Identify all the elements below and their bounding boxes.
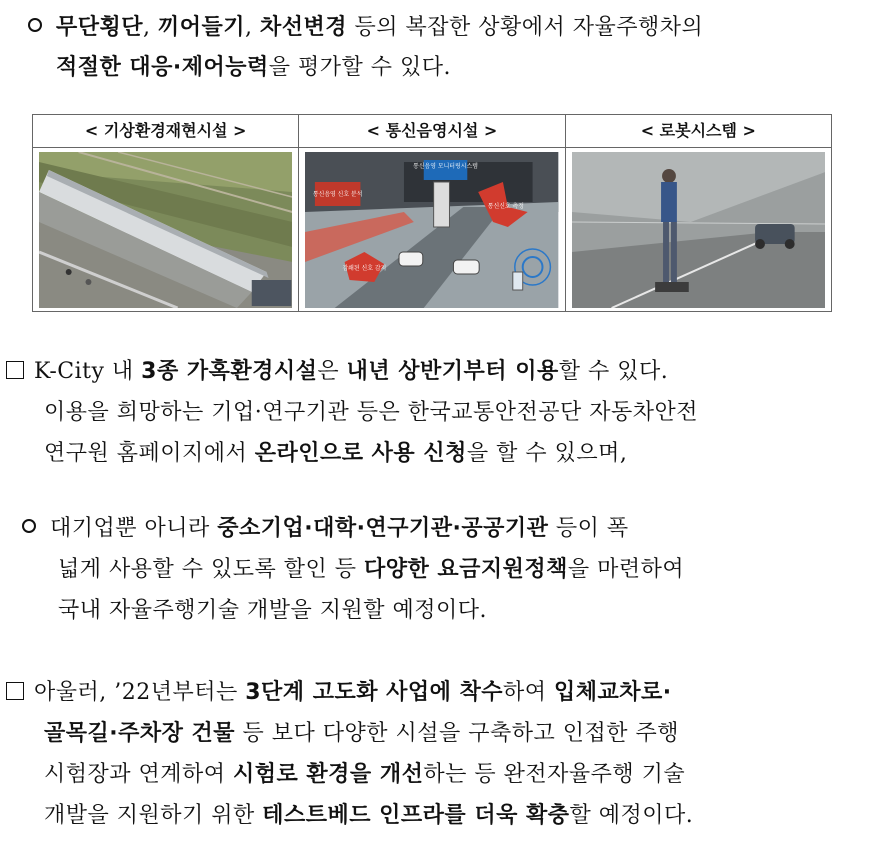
header-robot-system: < 로봇시스템 > bbox=[640, 121, 756, 140]
circle-bullet-icon bbox=[22, 519, 36, 533]
text: 은 bbox=[317, 359, 347, 384]
text: 하는 등 완전자율주행 기술 bbox=[423, 762, 686, 787]
text: 대기업뿐 아니라 bbox=[50, 516, 218, 541]
text: 연구원 홈페이지에서 bbox=[44, 441, 255, 466]
aerial-building-image bbox=[39, 152, 292, 308]
bold-text: 다양한 요금지원정책 bbox=[363, 557, 568, 582]
section1-line-1 bbox=[6, 356, 668, 388]
text: , bbox=[143, 15, 159, 40]
bold-text: 무단횡단 bbox=[56, 15, 144, 40]
text: 등 보다 다양한 시설을 구축하고 인접한 주행 bbox=[235, 721, 680, 746]
section1-line-3 bbox=[44, 438, 627, 470]
bold-text: 3단계 고도화 사업에 착수 bbox=[245, 680, 504, 705]
text: 할 예정이다. bbox=[569, 803, 694, 828]
section1-line-2 bbox=[44, 397, 698, 429]
text: 할 수 있다. bbox=[558, 359, 669, 384]
robot-system-photo bbox=[566, 148, 831, 312]
facility-table bbox=[32, 114, 832, 312]
text: 아울러, ’22년부터는 bbox=[34, 680, 246, 705]
bold-text: 끼어들기 bbox=[158, 15, 246, 40]
weather-facility-photo bbox=[33, 148, 299, 312]
circle-bullet-icon bbox=[28, 18, 42, 32]
bold-text: 차선변경 bbox=[260, 15, 348, 40]
section3-line-2 bbox=[44, 718, 679, 750]
section2-line-2 bbox=[58, 554, 684, 586]
facility-table-images bbox=[33, 148, 831, 312]
header-weather-facility: < 기상환경재현시설 > bbox=[33, 115, 299, 147]
facility-table-header bbox=[33, 115, 831, 148]
text: 을 평가할 수 있다. bbox=[268, 55, 452, 80]
section2-line-3 bbox=[58, 595, 487, 627]
section2-line-1 bbox=[22, 513, 629, 545]
text: 하여 bbox=[503, 680, 555, 705]
text: 시험장과 연계하여 bbox=[44, 762, 234, 787]
text: 등의 복잡한 상황에서 자율주행차의 bbox=[347, 15, 704, 40]
text: 국내 자율주행기술 개발을 지원할 예정이다. bbox=[58, 598, 488, 623]
tunnel-diagram-image bbox=[305, 152, 558, 308]
label-monitor: 통신음영 모니터링시스템 bbox=[413, 162, 479, 171]
text: 등이 폭 bbox=[548, 516, 629, 541]
square-bullet-icon bbox=[6, 361, 24, 379]
bold-text: 중소기업·대학·연구기관·공공기관 bbox=[217, 516, 549, 541]
text: 개발을 지원하기 위한 bbox=[44, 803, 263, 828]
bold-text: 3종 가혹환경시설 bbox=[141, 359, 318, 384]
text: , bbox=[245, 15, 261, 40]
text: 이용을 희망하는 기업·연구기관 등은 한국교통안전공단 자동차안전 bbox=[44, 400, 699, 425]
text: K-City 내 bbox=[34, 359, 142, 384]
comm-shadow-facility-diagram bbox=[299, 148, 565, 312]
robot-tunnel-image bbox=[572, 152, 825, 308]
bold-text: 골목길·주차장 건물 bbox=[44, 721, 236, 746]
bold-text: 적절한 대응·제어능력 bbox=[56, 55, 269, 80]
intro-line-1 bbox=[28, 12, 703, 44]
section3-line-1 bbox=[6, 677, 672, 709]
label-measure: 통신신호 측정 bbox=[488, 202, 525, 211]
section3-line-4 bbox=[44, 800, 693, 832]
bold-text: 테스트베드 인프라를 더욱 확충 bbox=[262, 803, 570, 828]
label-detect: 감쇄된 신호 감지 bbox=[342, 264, 387, 273]
label-analysis: 통신음영 신호 분석 bbox=[313, 190, 363, 199]
bold-text: 내년 상반기부터 이용 bbox=[346, 359, 559, 384]
bold-text: 시험로 환경을 개선 bbox=[233, 762, 424, 787]
bold-text: 온라인으로 사용 신청 bbox=[254, 441, 467, 466]
text: 넓게 사용할 수 있도록 할인 등 bbox=[58, 557, 364, 582]
intro-line-2 bbox=[56, 52, 451, 84]
square-bullet-icon bbox=[6, 682, 24, 700]
header-comm-shadow-facility: < 통신음영시설 > bbox=[299, 115, 565, 147]
text: 을 마련하여 bbox=[567, 557, 685, 582]
text: 을 할 수 있으며, bbox=[466, 441, 628, 466]
bold-text: 입체교차로· bbox=[554, 680, 672, 705]
section3-line-3 bbox=[44, 759, 685, 791]
